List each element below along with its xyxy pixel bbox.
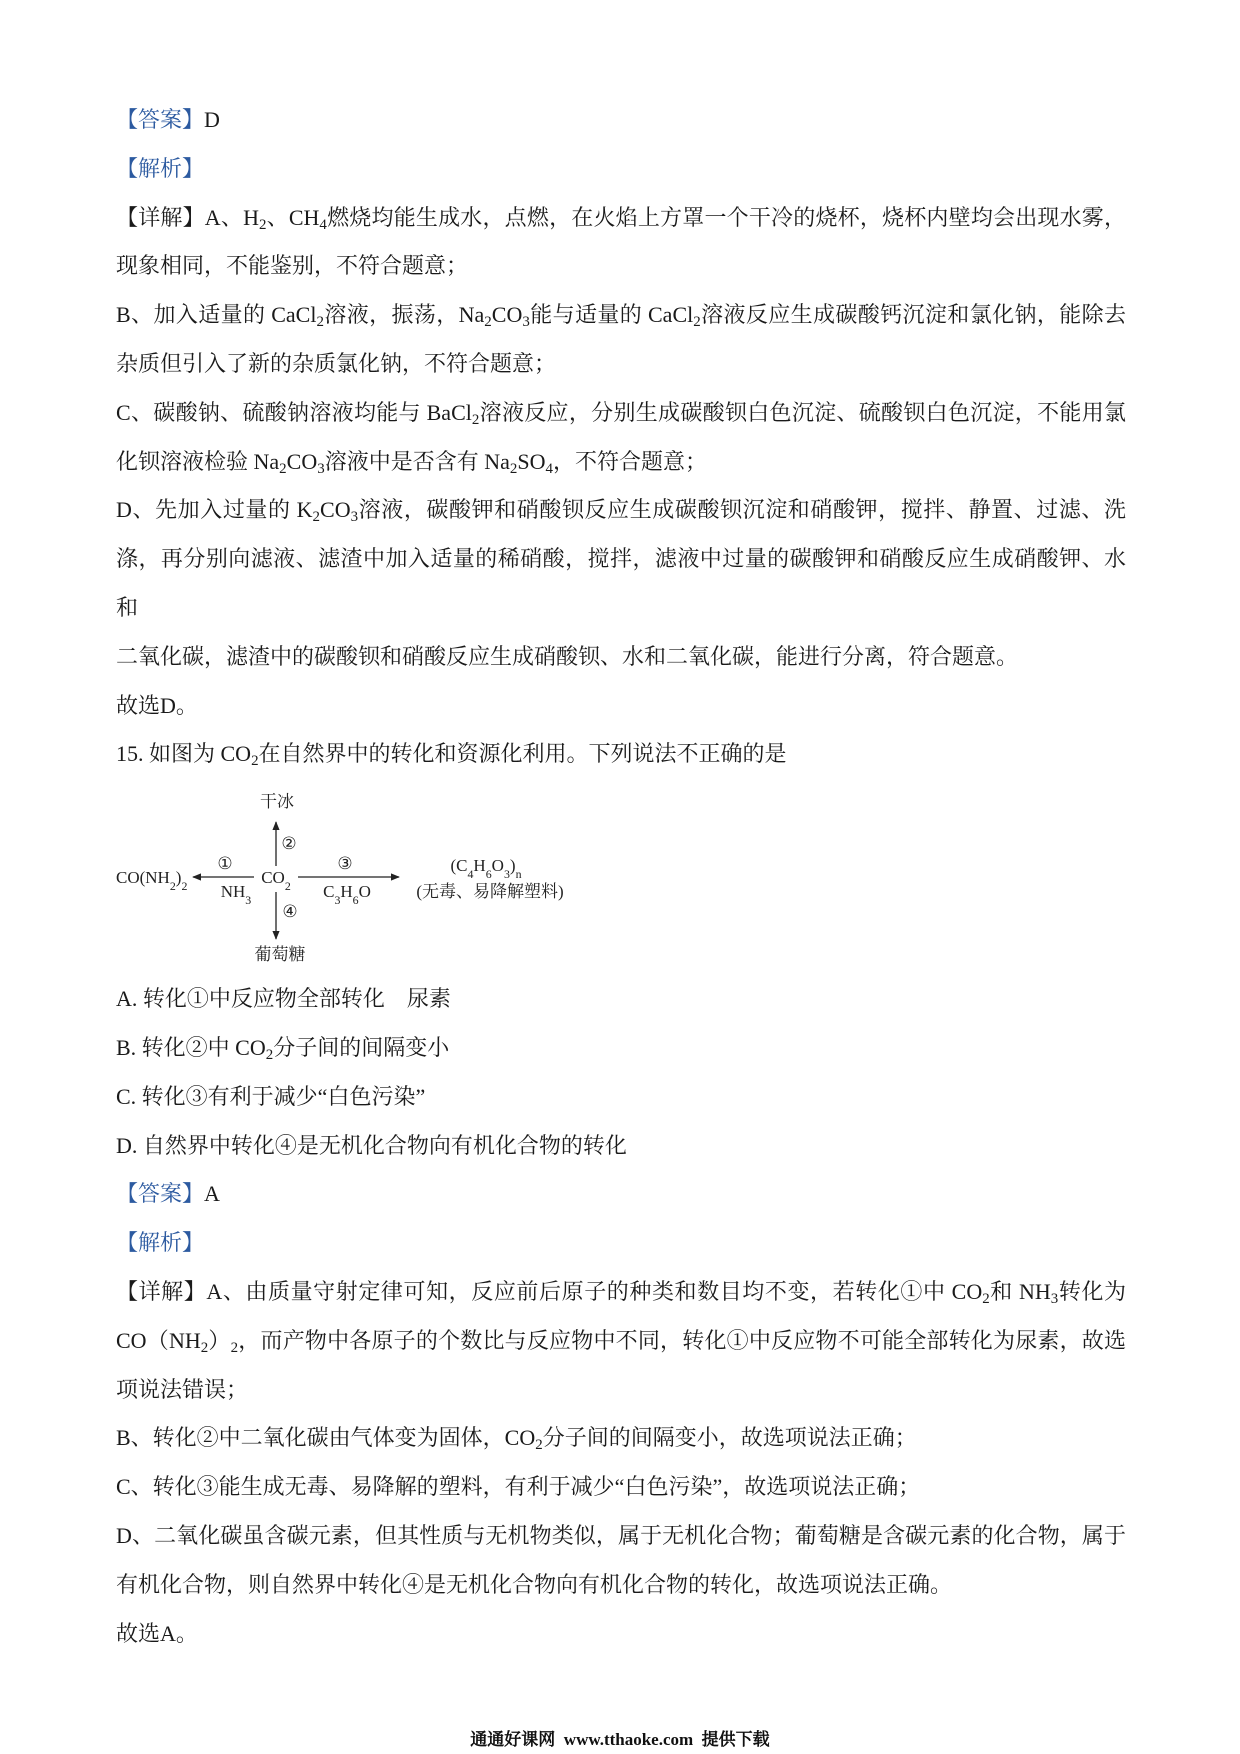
diagram-svg — [116, 779, 716, 975]
text-run: CO（NH — [116, 1327, 201, 1353]
text-run: B. 转化②中 CO — [116, 1034, 266, 1060]
text-run: 涤，再分别向滤液、滤渣中加入适量的稀硝酸，搅拌，滤液中过量的碳酸钾和硝酸反应生成硝酸钾、水和 — [116, 546, 1126, 620]
text-run: 15. 如图为 CO — [116, 741, 252, 767]
answer-label: 【答案】 — [116, 107, 205, 132]
text-line — [116, 1317, 1126, 1366]
text-run: C. 转化③有利于减少“白色污染” — [116, 1083, 426, 1109]
subscript: 6 — [485, 867, 492, 882]
subscript: n — [515, 867, 522, 882]
paragraph — [116, 291, 1126, 389]
text-line — [116, 291, 1126, 340]
subscript: 2 — [312, 509, 321, 526]
text-run: C、转化③能生成无毒、易降解的塑料，有利于减少“白色污染”，故选项说法正确； — [116, 1474, 921, 1500]
text-run: 杂质但引入了新的杂质氯化钠，不符合题意； — [116, 350, 557, 376]
text-line — [116, 194, 1126, 243]
paragraph — [116, 1512, 1126, 1610]
subscript: 2 — [982, 1291, 990, 1308]
answer-line — [116, 1170, 1126, 1219]
text-run: 能与适量的 CaCl — [529, 302, 694, 328]
subscript: 2 — [251, 753, 259, 770]
subscript: 2 — [484, 314, 492, 331]
text-run: 燃烧均能生成水，点燃，在火焰上方罩一个干冷的烧杯，烧杯内壁均会出现水雾， — [326, 204, 1127, 230]
paragraph — [116, 1463, 1126, 1512]
glucose-label: 葡萄糖 — [254, 945, 306, 965]
subscript: 2 — [471, 411, 480, 428]
text-line — [116, 1561, 1126, 1610]
text-run: CO — [491, 302, 523, 328]
step-1-label: ① — [217, 854, 233, 874]
text-run: 溶液，碳酸钾和硝酸钡反应生成碳酸钡沉淀和硝酸钾，搅拌、静置、过滤、洗 — [358, 497, 1126, 523]
subscript: 2 — [169, 879, 176, 894]
text-run: ，而产物中各原子的个数比与反应物中不同，转化①中反应物不可能全部转化为尿素，故选 — [238, 1327, 1126, 1353]
text-run: CO(NH — [116, 868, 170, 888]
subscript: 2 — [181, 879, 188, 894]
text-line — [116, 1610, 1126, 1659]
analysis-line — [116, 145, 1126, 194]
text-run: 转化为 — [1058, 1278, 1126, 1304]
text-run: 溶液反应，分别生成碳酸钡白色沉淀、硫酸钡白色沉淀，不能用氯 — [479, 399, 1126, 425]
analysis-label: 【解析】 — [116, 155, 205, 181]
subscript: 3 — [1050, 1291, 1059, 1308]
paragraph — [116, 389, 1126, 487]
ammonia-reagent — [221, 882, 252, 907]
text-run: ） — [208, 1327, 231, 1353]
subscript: 2 — [316, 314, 324, 331]
subscript: 2 — [509, 460, 518, 477]
text-line — [116, 682, 1126, 731]
text-run: C — [323, 882, 335, 902]
text-run: 有机化合物，则自然界中转化④是无机化合物向有机化合物的转化，故选项说法正确。 — [116, 1571, 953, 1597]
text-line — [116, 389, 1126, 438]
text-run: 项说法错误； — [116, 1376, 249, 1402]
text-line — [116, 1414, 1126, 1463]
text-run: O — [358, 882, 371, 902]
q15 — [116, 730, 1126, 1658]
answer-label: 【答案】 — [116, 1181, 205, 1207]
text-run: B、加入适量的 CaCl — [116, 302, 317, 328]
subscript: 3 — [245, 893, 252, 908]
answer-value: A — [204, 1181, 220, 1207]
subscript: 2 — [258, 216, 267, 233]
analysis-line — [116, 1219, 1126, 1268]
question-stem — [116, 730, 1126, 779]
subscript: 6 — [352, 893, 359, 908]
option-d — [116, 1122, 1126, 1171]
co2-conversion-diagram — [116, 779, 1126, 975]
text-run: CO — [320, 497, 351, 523]
text-run: 溶液，振荡，Na — [323, 302, 485, 328]
text-run: CO — [261, 868, 285, 888]
text-run: A. 转化①中反应物全部转化 尿素 — [116, 986, 451, 1012]
q14-solution — [116, 96, 1126, 730]
page-content — [116, 96, 1126, 1658]
analysis-label: 【解析】 — [116, 1230, 205, 1256]
text-run: H — [340, 882, 353, 902]
options — [116, 975, 1126, 1170]
text-run: NH — [220, 882, 246, 902]
text-run: D、先加入过量的 K — [116, 497, 313, 523]
co2-center — [261, 868, 291, 893]
text-run: O — [491, 856, 504, 876]
step-3-label: ③ — [337, 854, 353, 874]
text-run: D、二氧化碳虽含碳元素，但其性质与无机物类似，属于无机化合物；葡萄糖是含碳元素的化合物，属于 — [116, 1522, 1126, 1548]
text-run: 和 NH — [989, 1278, 1051, 1304]
text-run: 溶液反应生成碳酸钙沉淀和氯化钠，能除去 — [700, 302, 1126, 328]
answer-value: D — [204, 107, 220, 132]
plastic-formula — [450, 856, 521, 881]
page-footer: 通通好课网 www.tthaoke.com 提供下载 — [470, 1730, 770, 1749]
subscript: 3 — [503, 867, 510, 882]
subscript: 2 — [693, 314, 701, 331]
text-line — [116, 633, 1126, 682]
paragraph — [116, 486, 1126, 681]
text-run: 【详解】A、由质量守射定律可知，反应前后原子的种类和数目均不变，若转化①中 CO — [116, 1278, 983, 1304]
subscript: 3 — [522, 314, 530, 331]
option-a — [116, 975, 1126, 1024]
step-2-label: ② — [281, 834, 297, 854]
text-run: 分子间的间隔变小，故选项说法正确； — [542, 1425, 917, 1451]
text-line — [116, 486, 1126, 535]
text-run: B、转化②中二氧化碳由气体变为固体，CO — [116, 1425, 536, 1451]
text-run: 在自然界中的转化和资源化利用。下列说法不正确的是 — [258, 741, 787, 767]
text-line — [116, 1512, 1126, 1561]
text-line — [116, 340, 1126, 389]
subscript: 2 — [535, 1437, 543, 1454]
text-run: D. 自然界中转化④是无机化合物向有机化合物的转化 — [116, 1132, 627, 1158]
text-run: SO — [517, 448, 546, 474]
text-run: 现象相同，不能鉴别，不符合题意； — [116, 253, 469, 279]
paragraph — [116, 194, 1126, 292]
paragraph — [116, 1610, 1126, 1659]
subscript: 2 — [265, 1047, 274, 1064]
step-4-label: ④ — [282, 902, 298, 922]
text-line — [116, 535, 1126, 633]
text-line — [116, 1463, 1126, 1512]
paragraph — [116, 682, 1126, 731]
text-line — [116, 438, 1126, 487]
subscript: 2 — [284, 879, 291, 894]
detail-paragraphs — [116, 194, 1126, 731]
subscript: 3 — [334, 893, 341, 908]
detail-paragraphs — [116, 1268, 1126, 1658]
propylene-oxide-reagent — [323, 882, 371, 907]
subscript: 2 — [200, 1339, 209, 1356]
answer-line — [116, 96, 1126, 145]
text-run: 二氧化碳，滤渣中的碳酸钡和硝酸反应生成硝酸钡、水和二氧化碳，能进行分离，符合题意。 — [116, 643, 1019, 669]
text-run: 【详解】A、H — [116, 204, 259, 230]
text-run: 分子间的间隔变小 — [273, 1034, 450, 1060]
text-run: 故选D。 — [116, 692, 198, 718]
subscript: 3 — [350, 509, 359, 526]
text-run: ，不符合题意； — [552, 448, 707, 474]
urea-formula — [116, 868, 187, 893]
subscript: 2 — [279, 460, 287, 477]
subscript: 4 — [467, 867, 474, 882]
subscript: 3 — [317, 460, 325, 477]
text-run: H — [473, 856, 486, 876]
subscript: 4 — [319, 216, 327, 233]
plastic-note: (无毒、易降解塑料) — [416, 882, 564, 902]
text-run: CO — [286, 448, 318, 474]
subscript: 2 — [230, 1339, 239, 1356]
option-c — [116, 1073, 1126, 1122]
dry-ice-label: 干冰 — [260, 792, 294, 812]
option-b — [116, 1024, 1126, 1073]
text-run: 、CH — [266, 204, 320, 230]
paragraph — [116, 1268, 1126, 1414]
text-line — [116, 1268, 1126, 1317]
text-run: 化钡溶液检验 Na — [116, 448, 280, 474]
text-line — [116, 242, 1126, 291]
text-run: 故选A。 — [116, 1620, 198, 1646]
text-run: ) — [509, 856, 516, 876]
paragraph — [116, 1414, 1126, 1463]
text-run: 溶液中是否含有 Na — [324, 448, 510, 474]
subscript: 4 — [545, 460, 553, 477]
text-line — [116, 1366, 1126, 1415]
text-run: C、碳酸钠、硫酸钠溶液均能与 BaCl — [116, 399, 472, 425]
text-run: ) — [175, 868, 182, 888]
text-run: (C — [450, 856, 468, 876]
